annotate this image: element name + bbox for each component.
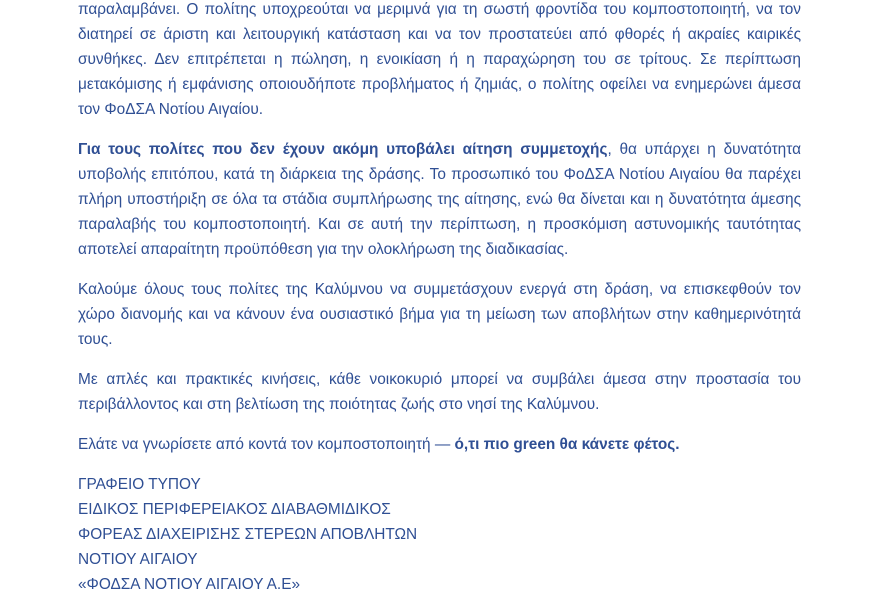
- paragraph-text: , θα υπάρχει η δυνατότητα υποβολής επιτόπου, κατά τη διάρκεια της δράσης. Το προσωπικό του ΦοΔΣΑ Νοτίου Αιγαίου θα παρέχει πλήρη υποστήριξη σε όλα τα στάδια συμπλήρωσης της αίτησης, ενώ θα δίνεται και η δυνατότητα άμεσης παραλαβής του κομποστοποιητή. Και σε αυτή την περίπτωση, η προσκόμιση αστυνομικής ταυτότητας αποτελεί απαραίτητη προϋπόθεση για την ολοκλήρωση της διαδικασίας.: [78, 141, 801, 258]
- signature-line: «ΦΟΔΣΑ ΝΟΤΙΟΥ ΑΙΓΑΙΟΥ Α.Ε»: [78, 576, 301, 593]
- paragraph-closing: [78, 432, 801, 457]
- closing-text: Ελάτε να γνωρίσετε από κοντά τον κομποστοποιητή —: [78, 436, 455, 453]
- paragraph-text: Με απλές και πρακτικές κινήσεις, κάθε νοικοκυριό μπορεί να συμβάλει άμεσα στην προστασία του περιβάλλοντος και στη βελτίωση της ποιότητας ζωής στο νησί της Καλύμνου.: [78, 371, 801, 413]
- paragraph-text: Καλούμε όλους τους πολίτες της Καλύμνου να συμμετάσχουν ενεργά στη δράση, να επισκεφθούν τον χώρο διανομής και να κάνουν ένα ουσιαστικό βήμα για τη μείωση των αποβλήτων στην καθημερινότητά τους.: [78, 281, 801, 348]
- paragraph-text: παραλαμβάνει. Ο πολίτης υποχρεούται να μεριμνά για τη σωστή φροντίδα του κομποστοποιητή, να τον διατηρεί σε άριστη και λειτουργική κατάσταση και να τον προστατεύει από φθορές ή ακραίες καιρικές συνθήκες. Δεν επιτρέπεται η πώληση, η ενοικίαση ή η παραχώρηση του σε τρίτους. Σε περίπτωση μετακόμισης ή εμφάνισης οποιουδήποτε προβλήματος ή ζημιάς, ο πολίτης οφείλει να ενημερώνει άμεσα τον ΦοΔΣΑ Νοτίου Αιγαίου.: [78, 1, 801, 118]
- paragraph-environment: [78, 367, 801, 417]
- closing-bold-slogan: ό,τι πιο green θα κάνετε φέτος.: [454, 436, 680, 453]
- paragraph-new-applicants: [78, 137, 801, 262]
- signature-line: ΦΟΡΕΑΣ ΔΙΑΧΕΙΡΙΣΗΣ ΣΤΕΡΕΩΝ ΑΠΟΒΛΗΤΩΝ: [78, 526, 418, 543]
- document-page: [78, 0, 801, 597]
- paragraph-bold-lead: Για τους πολίτες που δεν έχουν ακόμη υποβάλει αίτηση συμμετοχής: [78, 141, 608, 158]
- paragraph-obligations: [78, 0, 801, 122]
- paragraph-invitation: [78, 277, 801, 352]
- signature-block: [78, 472, 801, 597]
- signature-line: ΝΟΤΙΟΥ ΑΙΓΑΙΟΥ: [78, 551, 198, 568]
- signature-line: ΓΡΑΦΕΙΟ ΤΥΠΟΥ: [78, 476, 201, 493]
- signature-line: ΕΙΔΙΚΟΣ ΠΕΡΙΦΕΡΕΙΑΚΟΣ ΔΙΑΒΑΘΜΙΔΙΚΟΣ: [78, 501, 391, 518]
